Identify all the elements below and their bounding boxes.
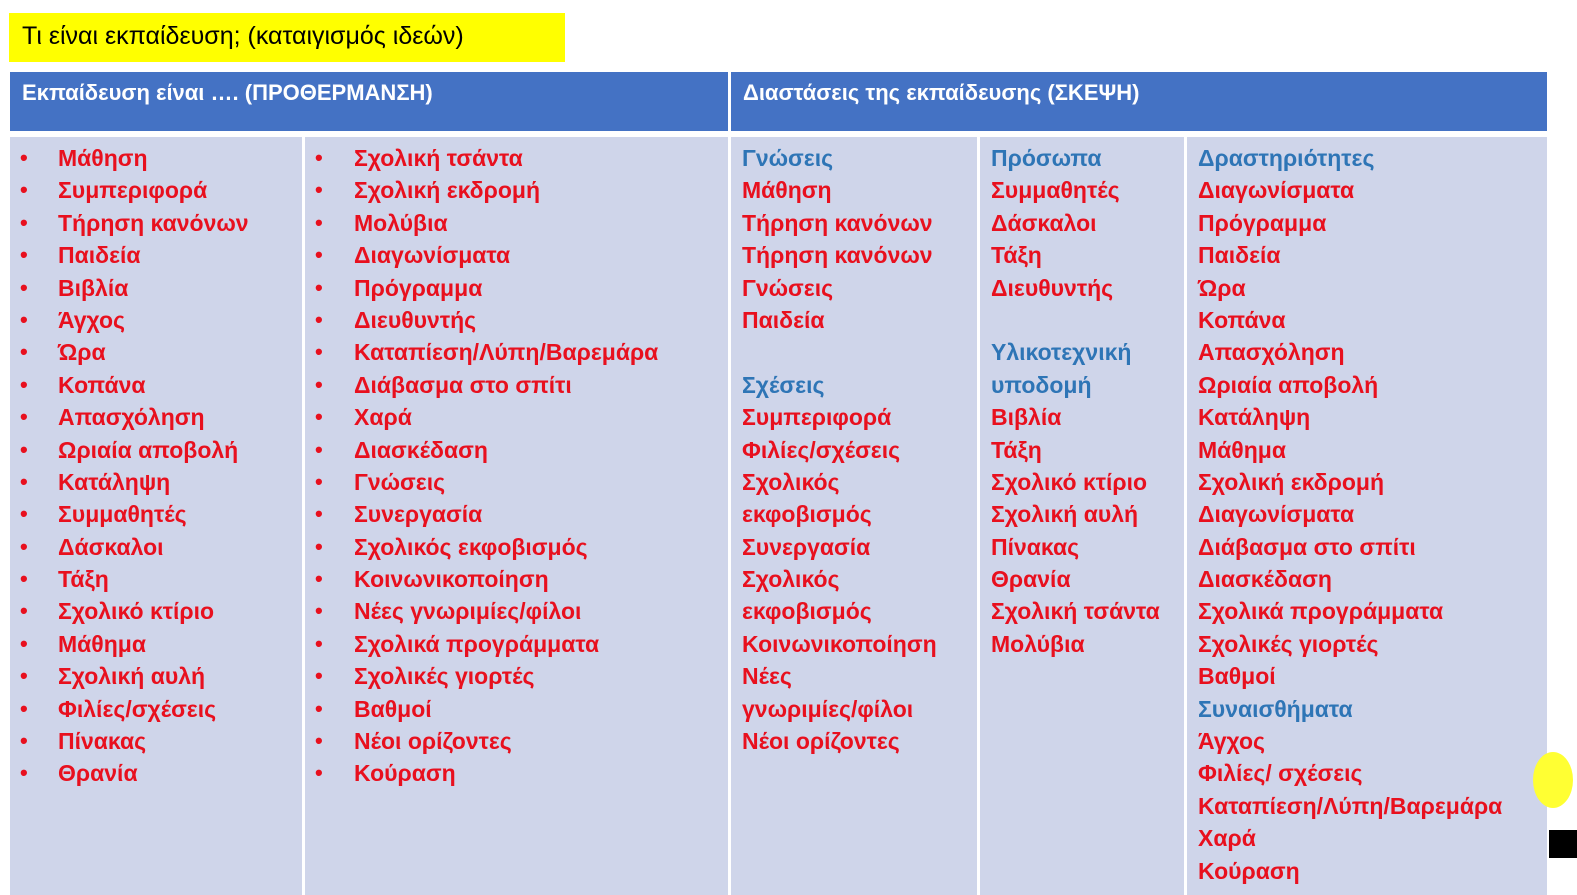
list-item: • Τήρηση κανόνων	[10, 207, 249, 239]
list-item: Διευθυντής	[991, 274, 1114, 301]
list-item: Χαρά	[1198, 825, 1256, 852]
list-item: • Φιλίες/σχέσεις	[10, 693, 249, 725]
header-dimensions-label: Διαστάσεις της εκπαίδευσης (ΣΚΕΨΗ)	[743, 80, 1140, 105]
list-item: Τάξη	[991, 436, 1042, 463]
warmup-list-column-1	[10, 137, 302, 895]
list-item: • Γνώσεις	[305, 466, 658, 498]
list-item: Σχολική αυλή	[991, 501, 1139, 528]
list-item: Κοινωνικοποίηση	[742, 630, 937, 657]
list-item: • Παιδεία	[10, 239, 249, 271]
list-item: Κατάληψη	[1198, 404, 1311, 431]
page-title: Τι είναι εκπαίδευση; (καταιγισμός ιδεών)	[22, 22, 464, 50]
list-item: Συνεργασία	[742, 533, 871, 560]
list-item: • Νέοι ορίζοντες	[305, 725, 658, 757]
list-item: Απασχόληση	[1198, 339, 1345, 366]
list-item: Κούραση	[1198, 857, 1300, 884]
list-item: • Βιβλία	[10, 272, 249, 304]
list-item: • Σχολική εκδρομή	[305, 174, 658, 206]
list-item: • Κούραση	[305, 757, 658, 789]
dimension-activities-emotions	[1187, 137, 1547, 895]
list-item: Διασκέδαση	[1198, 566, 1332, 593]
list-item: • Κατάληψη	[10, 466, 249, 498]
list-item: • Σχολικός εκφοβισμός	[305, 531, 658, 563]
list-item: εκφοβισμός	[742, 598, 872, 625]
list-item: Διάβασμα στο σπίτι	[1198, 533, 1416, 560]
category-heading: Σχέσεις	[742, 371, 825, 398]
decorative-black-square	[1549, 830, 1577, 858]
list-item: • Θρανία	[10, 757, 249, 789]
list-item: • Μάθηση	[10, 142, 249, 174]
list-item: • Χαρά	[305, 401, 658, 433]
category-heading: Υλικοτεχνική	[991, 339, 1132, 366]
bullet-list	[305, 142, 658, 790]
list-item: • Ωριαία αποβολή	[10, 434, 249, 466]
list-item: • Μολύβια	[305, 207, 658, 239]
category-heading: Συναισθήματα	[1198, 695, 1353, 722]
header-warmup-label: Εκπαίδευση είναι …. (ΠΡΟΘΕΡΜΑΝΣΗ)	[22, 80, 433, 105]
list-item: Συμμαθητές	[991, 177, 1120, 204]
list-item: Γνώσεις	[742, 274, 834, 301]
list-item: Τάξη	[991, 242, 1042, 269]
list-item: Μάθημα	[1198, 436, 1286, 463]
list-item: Σχολικός	[742, 566, 840, 593]
header-warmup	[10, 72, 728, 131]
list-item: εκφοβισμός	[742, 501, 872, 528]
list-item: Σχολικός	[742, 468, 840, 495]
list-item	[742, 336, 937, 368]
list-item: • Διάβασμα στο σπίτι	[305, 369, 658, 401]
dimension-people-infrastructure	[980, 137, 1184, 895]
bullet-list	[10, 142, 249, 790]
list-item: • Νέες γνωριμίες/φίλοι	[305, 595, 658, 627]
list-item: Σχολικά προγράμματα	[1198, 598, 1444, 625]
list-item: • Δάσκαλοι	[10, 531, 249, 563]
list-item: γνωριμίες/φίλοι	[742, 695, 914, 722]
list-item: • Βαθμοί	[305, 693, 658, 725]
list-item: Τήρηση κανόνων	[742, 209, 933, 236]
list-item: Διαγωνίσματα	[1198, 501, 1355, 528]
list-item: • Σχολικά προγράμματα	[305, 628, 658, 660]
header-dimensions	[731, 72, 1547, 131]
list-item: Καταπίεση/Λύπη/Βαρεμάρα	[1198, 792, 1503, 819]
list-item: • Διευθυντής	[305, 304, 658, 336]
list-item: Σχολικές γιορτές	[1198, 630, 1379, 657]
list-item: Σχολική τσάντα	[991, 598, 1160, 625]
list-item: • Συνεργασία	[305, 498, 658, 530]
list-item: Νέοι ορίζοντες	[742, 728, 900, 755]
list-item: • Κοπάνα	[10, 369, 249, 401]
list-item	[991, 304, 1160, 336]
list-item: • Σχολικές γιορτές	[305, 660, 658, 692]
list-item: Άγχος	[1198, 728, 1265, 755]
list-item: Τήρηση κανόνων	[742, 242, 933, 269]
line-list	[742, 142, 937, 757]
list-item: • Συμμαθητές	[10, 498, 249, 530]
warmup-list-column-2	[305, 137, 728, 895]
line-list	[991, 142, 1160, 660]
list-item: • Συμπεριφορά	[10, 174, 249, 206]
list-item: • Πρόγραμμα	[305, 272, 658, 304]
category-heading: Πρόσωπα	[991, 145, 1102, 171]
list-item: Παιδεία	[1198, 242, 1281, 269]
list-item: • Σχολικό κτίριο	[10, 595, 249, 627]
list-item: • Κοινωνικοποίηση	[305, 563, 658, 595]
list-item: • Μάθημα	[10, 628, 249, 660]
list-item: Συμπεριφορά	[742, 404, 892, 431]
list-item: Πρόγραμμα	[1198, 209, 1327, 236]
list-item: • Διαγωνίσματα	[305, 239, 658, 271]
list-item: Ώρα	[1198, 274, 1246, 301]
list-item: Θρανία	[991, 566, 1071, 593]
list-item: • Σχολική τσάντα	[305, 142, 658, 174]
list-item: Ωριαία αποβολή	[1198, 371, 1379, 398]
list-item: • Τάξη	[10, 563, 249, 595]
list-item: • Καταπίεση/Λύπη/Βαρεμάρα	[305, 336, 658, 368]
line-list	[1198, 142, 1502, 887]
list-item: Βιβλία	[991, 404, 1062, 431]
list-item: Δάσκαλοι	[991, 209, 1097, 236]
list-item: • Άγχος	[10, 304, 249, 336]
list-item: Παιδεία	[742, 306, 825, 333]
list-item: Σχολικό κτίριο	[991, 468, 1148, 495]
list-item: Κοπάνα	[1198, 306, 1286, 333]
list-item: Βαθμοί	[1198, 663, 1276, 690]
list-item: • Ώρα	[10, 336, 249, 368]
list-item: Φιλίες/ σχέσεις	[1198, 760, 1363, 787]
list-item: • Πίνακας	[10, 725, 249, 757]
list-item: Διαγωνίσματα	[1198, 177, 1355, 204]
list-item: • Απασχόληση	[10, 401, 249, 433]
list-item: Φιλίες/σχέσεις	[742, 436, 901, 463]
category-heading: Γνώσεις	[742, 145, 834, 171]
category-heading: υποδομή	[991, 371, 1092, 398]
list-item: Μάθηση	[742, 177, 832, 204]
list-item: • Διασκέδαση	[305, 434, 658, 466]
list-item: Πίνακας	[991, 533, 1080, 560]
category-heading: Δραστηριότητες	[1198, 145, 1375, 171]
list-item: • Σχολική αυλή	[10, 660, 249, 692]
list-item: Σχολική εκδρομή	[1198, 468, 1385, 495]
dimension-knowledge-relations	[731, 137, 977, 895]
title-banner	[9, 13, 565, 62]
list-item: Μολύβια	[991, 630, 1085, 657]
list-item: Νέες	[742, 663, 792, 690]
decorative-yellow-shape	[1533, 752, 1573, 808]
